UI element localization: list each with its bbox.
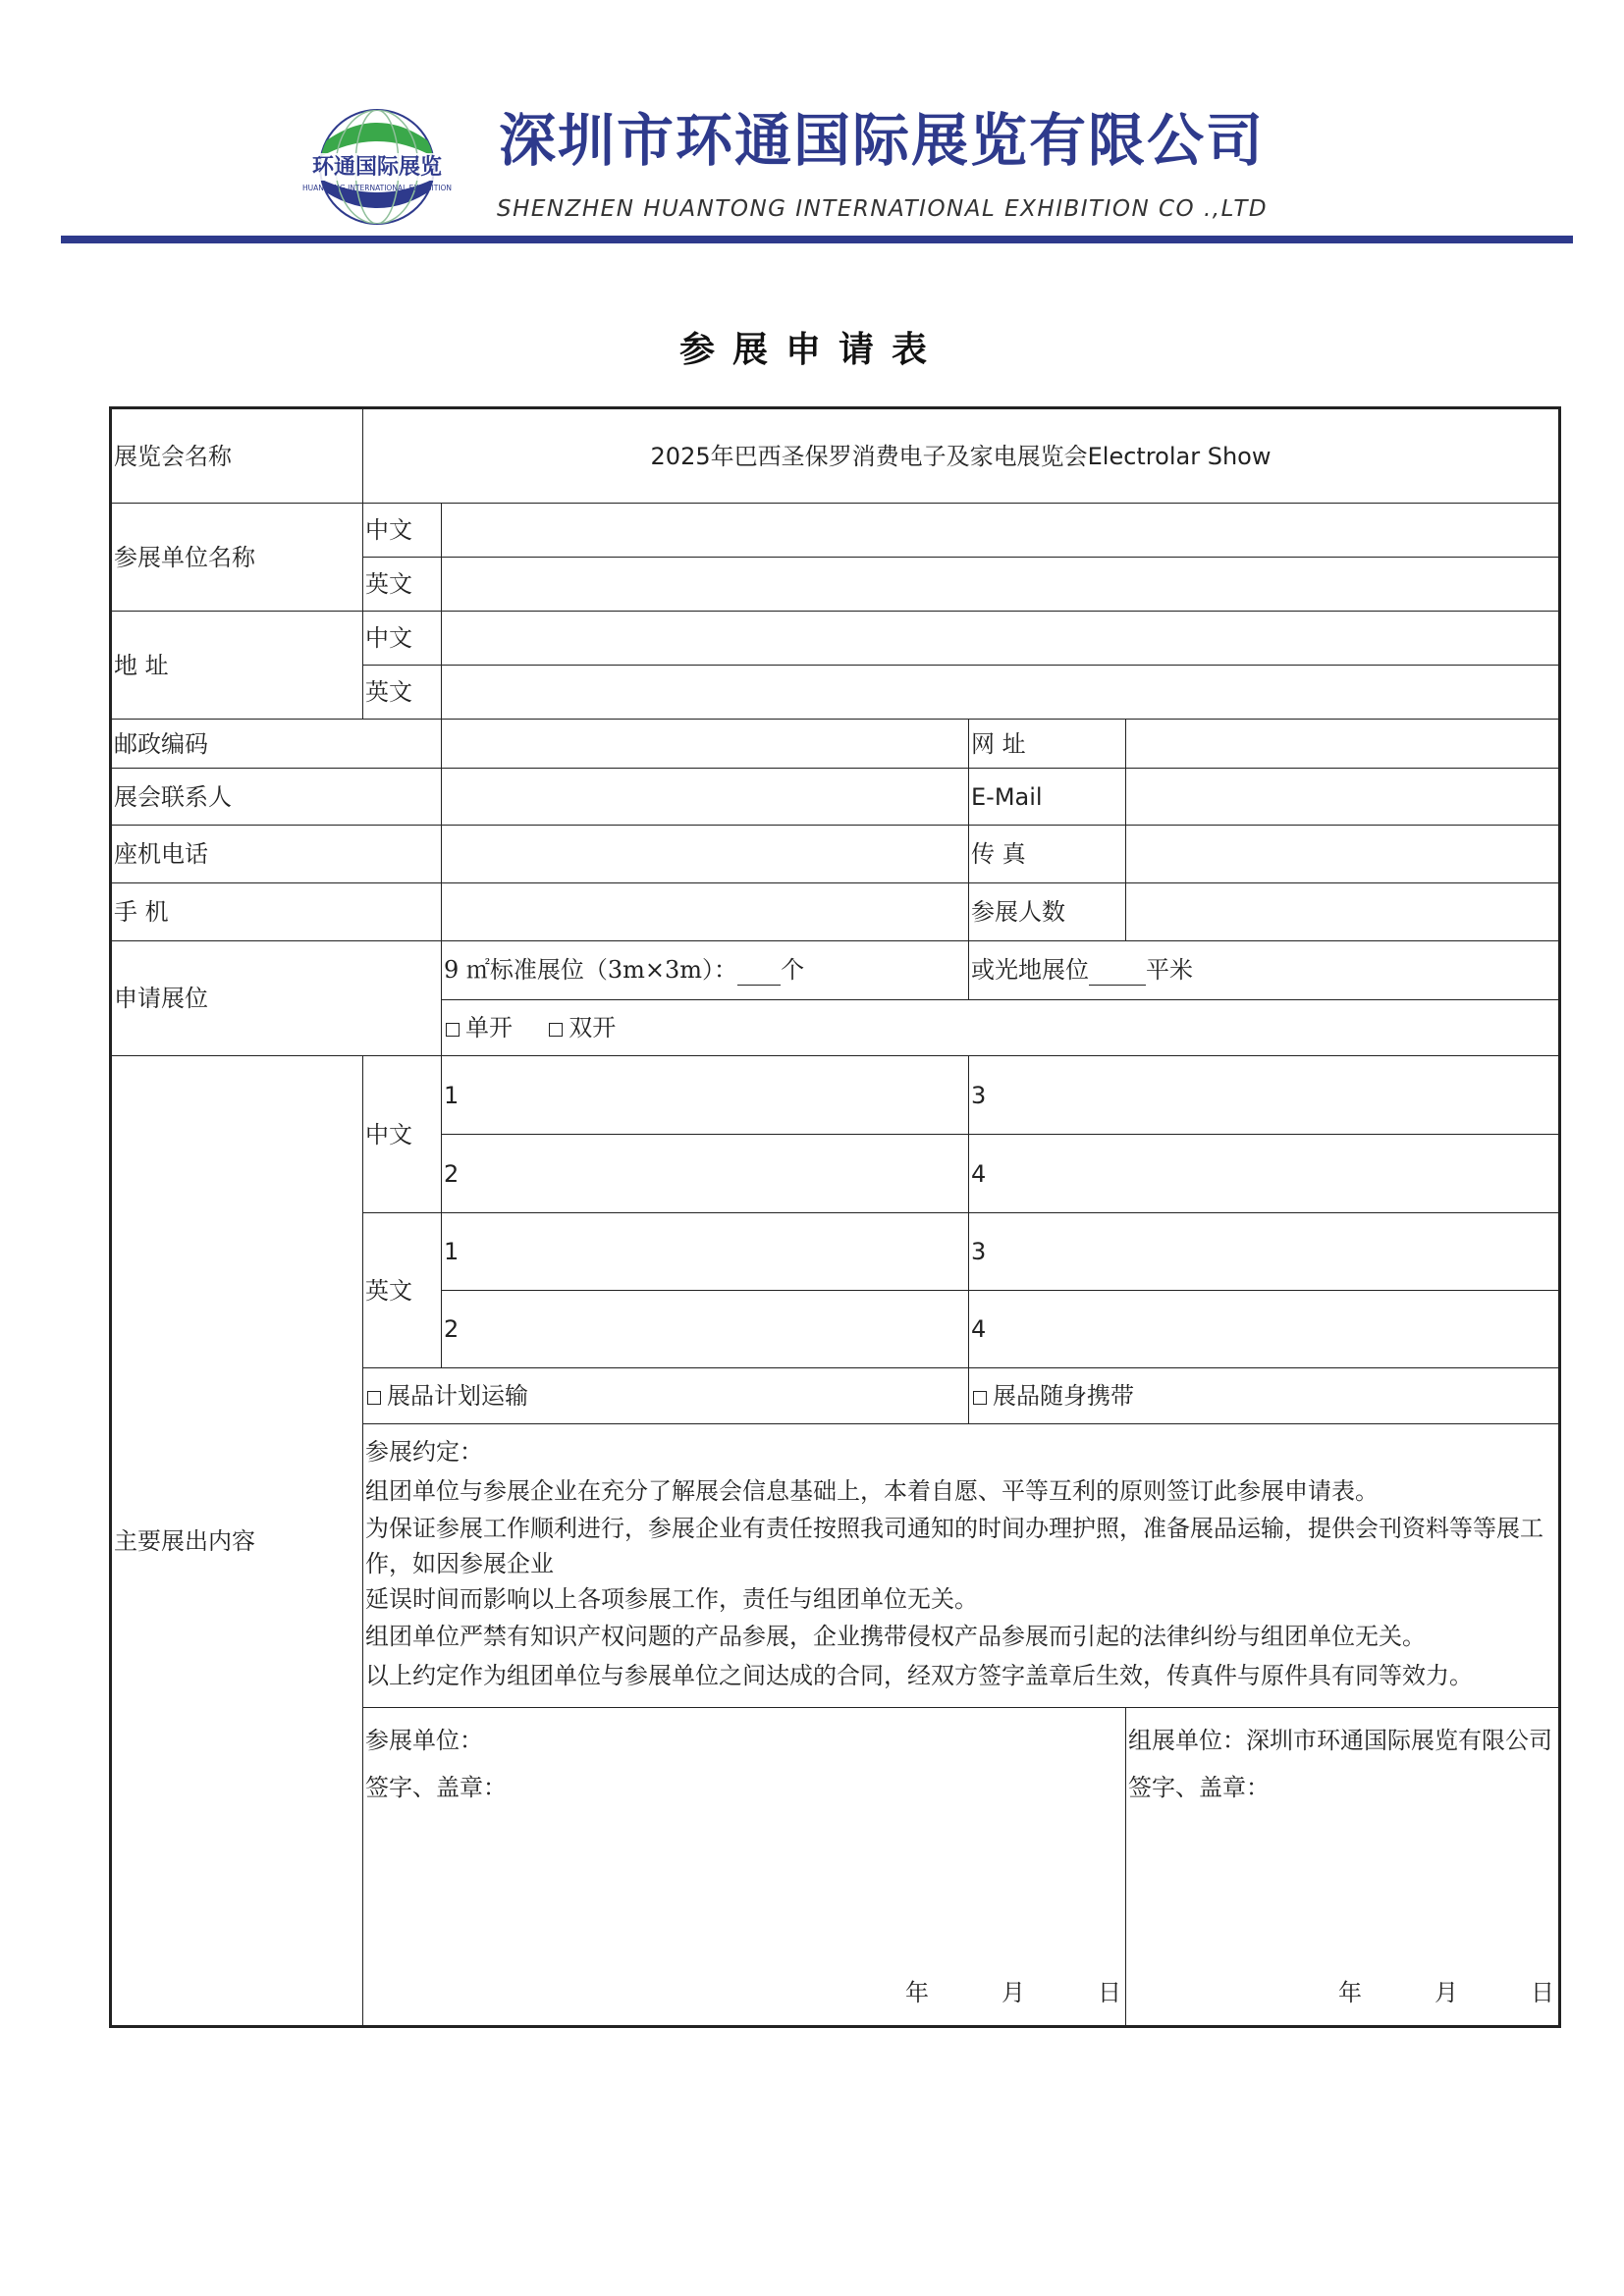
logo-text-en: HUANTONG INTERNATIONAL EXHIBITION [301,184,453,192]
booth-standard-blank[interactable] [737,955,781,986]
contact-label: 展会联系人 [112,769,442,826]
company-cn-label: 中文 [363,504,442,558]
email-label: E-Mail [969,769,1126,826]
booth-standard-suffix: 个 [781,956,805,984]
address-en-label: 英文 [363,666,442,720]
double-open-checkbox[interactable] [549,1023,563,1037]
website-field[interactable] [1126,720,1559,769]
product-cn-4[interactable]: 4 [969,1135,1559,1213]
postal-field[interactable] [442,720,969,769]
left-unit-label: 参展单位： [365,1727,483,1754]
right-year: 年 [1338,1979,1362,2006]
logo-text-cn: 环通国际展览 [311,155,443,180]
website-label: 网 址 [969,720,1126,769]
products-en-label: 英文 [363,1213,442,1368]
left-sign-label: 签字、盖章： [365,1774,507,1801]
attendees-field[interactable] [1126,883,1559,941]
product-en-2[interactable]: 2 [442,1291,969,1368]
address-en-field[interactable] [442,666,1559,720]
right-unit-label: 组展单位：深圳市环通国际展览有限公司 [1128,1727,1552,1754]
product-en-1[interactable]: 1 [442,1213,969,1291]
fax-label: 传 真 [969,826,1126,883]
row-company-cn [112,504,1559,558]
address-cn-label: 中文 [363,612,442,666]
agreement-section [363,1424,1559,1708]
row-postal [112,720,1559,769]
booth-raw-prefix: 或光地展位 [971,956,1089,984]
booth-label: 申请展位 [112,941,442,1056]
booth-raw-suffix: 平米 [1146,956,1193,984]
company-logo [291,106,463,228]
company-name-en: SHENZHEN HUANTONG INTERNATIONAL EXHIBITION CO .,LTD [497,196,1269,222]
agreement-p2-line2: 延误时间而影响以上各项参展工作，责任与组团单位无关。 [365,1585,978,1613]
row-contact [112,769,1559,826]
row-products-cn-1 [112,1056,1559,1135]
single-open-checkbox[interactable] [446,1023,460,1037]
contact-field[interactable] [442,769,969,826]
exhibition-value: 2025年巴西圣保罗消费电子及家电展览会Electrolar Show [363,409,1559,504]
ship-carry-option [969,1368,1559,1424]
agreement-p3: 组团单位严禁有知识产权问题的产品参展，企业携带侵权产品参展而引起的法律纠纷与组团单位无关。 [365,1623,1426,1650]
right-sign-label: 签字、盖章： [1128,1774,1270,1801]
row-exhibition [112,409,1559,504]
products-cn-label: 中文 [363,1056,442,1213]
company-en-field[interactable] [442,558,1559,612]
ship-carry-label: 展品随身携带 [993,1382,1134,1410]
company-name-label: 参展单位名称 [112,504,363,612]
mobile-field[interactable] [442,883,969,941]
left-day: 日 [1098,1979,1121,2006]
fax-field[interactable] [1126,826,1559,883]
product-en-3[interactable]: 3 [969,1213,1559,1291]
company-cn-field[interactable] [442,504,1559,558]
phone-label: 座机电话 [112,826,442,883]
booth-standard-prefix: 9 ㎡标准展位（3m×3m）： [444,956,738,984]
row-phone [112,826,1559,883]
single-open-label: 单开 [465,1014,513,1041]
ship-planned-label: 展品计划运输 [387,1382,528,1410]
row-booth [112,941,1559,1000]
address-label: 地 址 [112,612,363,720]
signature-right[interactable] [1126,1708,1559,2026]
email-field[interactable] [1126,769,1559,826]
header-rule [61,236,1573,243]
agreement-p1: 组团单位与参展企业在充分了解展会信息基础上，本着自愿、平等互利的原则签订此参展申请表。 [365,1477,1379,1505]
agreement-p2-line1: 为保证参展工作顺利进行，参展企业有责任按照我司通知的时间办理护照，准备展品运输，提供会刊资料等等展工作，如因参展企业 [365,1515,1543,1577]
form-title: 参展申请表 [678,329,945,370]
phone-field[interactable] [442,826,969,883]
ship-planned-checkbox[interactable] [367,1391,381,1405]
agreement-p4: 以上约定作为组团单位与参展单位之间达成的合同，经双方签字盖章后生效，传真件与原件具有同等效力。 [365,1662,1473,1689]
double-open-label: 双开 [568,1014,617,1041]
company-name-cn: 深圳市环通国际展览有限公司 [499,107,1266,174]
product-cn-3[interactable]: 3 [969,1056,1559,1135]
right-month: 月 [1435,1979,1458,2006]
booth-open-options [442,1000,1559,1056]
booth-raw [969,941,1559,1000]
application-form [109,406,1561,2028]
company-en-label: 英文 [363,558,442,612]
product-en-4[interactable]: 4 [969,1291,1559,1368]
product-cn-1[interactable]: 1 [442,1056,969,1135]
booth-standard [442,941,969,1000]
left-year: 年 [905,1979,929,2006]
right-day: 日 [1531,1979,1554,2006]
left-date [905,1978,1121,2007]
left-month: 月 [1001,1979,1025,2006]
address-cn-field[interactable] [442,612,1559,666]
product-cn-2[interactable]: 2 [442,1135,969,1213]
booth-raw-blank[interactable] [1089,955,1146,986]
row-mobile [112,883,1559,941]
attendees-label: 参展人数 [969,883,1126,941]
signature-left[interactable] [363,1708,1126,2026]
row-address-cn [112,612,1559,666]
agreement-heading: 参展约定： [365,1438,483,1466]
exhibition-label: 展览会名称 [112,409,363,504]
ship-planned-option [363,1368,969,1424]
right-date [1338,1978,1554,2007]
products-label: 主要展出内容 [112,1056,363,2026]
ship-carry-checkbox[interactable] [973,1391,987,1405]
mobile-label: 手 机 [112,883,442,941]
postal-label: 邮政编码 [112,720,442,769]
